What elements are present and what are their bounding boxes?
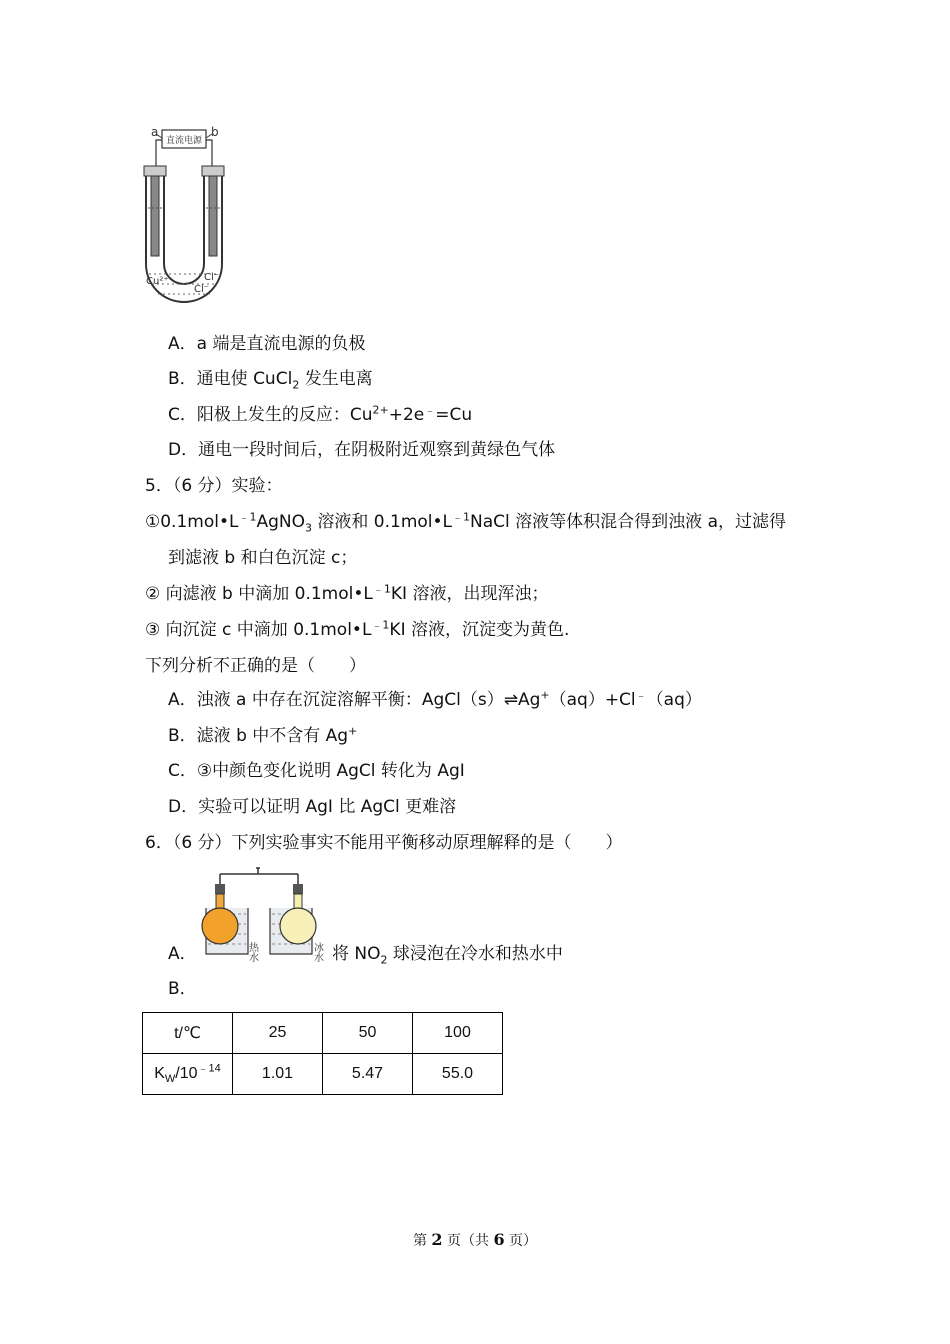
q5-step3-a: ③ 向沉淀 c 中滴加 0.1mol•L — [145, 620, 372, 640]
q4-option-c — [168, 403, 472, 427]
q4-option-d: D．通电一段时间后，在阴极附近观察到黄绿色气体 — [168, 440, 556, 460]
footer-total-pages: 6 — [493, 1230, 505, 1249]
q6-option-a-text-post: 球浸泡在冷水和热水中 — [387, 944, 563, 964]
kw-sup: ﹣14 — [197, 1062, 221, 1075]
q4-option-c-mid: +2e — [388, 405, 425, 425]
q5-step1-continued: 到滤液 b 和白色沉淀 c； — [168, 548, 358, 568]
kw-unit: /10 — [175, 1065, 198, 1082]
footer-pre: 第 — [412, 1233, 432, 1249]
label-a: a — [151, 125, 159, 139]
q5-option-a — [168, 688, 702, 712]
hot-water-label: 热水 — [246, 942, 258, 962]
q5-step1-c: 溶液和 0.1mol•L — [312, 512, 453, 532]
table-cell: 55.0 — [413, 1054, 503, 1095]
q5-option-a-sup2: ﹣ — [635, 688, 647, 702]
q5-step2 — [145, 582, 548, 606]
q5-step1-sup1: ﹣1 — [238, 510, 257, 524]
q5-step3-sup: ﹣1 — [371, 618, 390, 632]
q4-option-c-sup2: ﹣ — [424, 403, 436, 417]
table-header-kw — [143, 1054, 233, 1095]
q5-option-c: C．③中颜色变化说明 AgCl 转化为 AgI — [168, 761, 465, 781]
q4-option-b-sub: 2 — [292, 378, 300, 392]
ion-cl-label-2: Cl⁻ — [194, 284, 210, 295]
q6-option-b-label: B． — [168, 979, 197, 999]
q5-option-a-text: A．浊液 a 中存在沉淀溶解平衡：AgCl（s）⇌Ag — [168, 690, 541, 710]
q4-option-b-text: B．通电使 CuCl — [168, 369, 293, 389]
q4-option-b-text-end: 发生电离 — [299, 369, 373, 389]
q6-option-a-text — [332, 942, 563, 966]
q4-option-c-end: =Cu — [435, 405, 473, 425]
q5-step1-d: NaCl 溶液等体积混合得到浊液 a，过滤得 — [470, 512, 786, 532]
q5-question: 下列分析不正确的是（ ） — [145, 656, 366, 676]
electrolysis-u-tube-figure — [140, 124, 225, 310]
q5-step3-b: KI 溶液，沉淀变为黄色. — [389, 620, 570, 640]
q5-option-b-sup: + — [348, 724, 358, 738]
table-row-kw — [143, 1054, 503, 1095]
page-footer — [0, 1230, 950, 1250]
kw-sub: W — [164, 1073, 176, 1086]
q5-step1-a: ①0.1mol•L — [145, 512, 239, 532]
q5-option-b — [168, 724, 357, 748]
q5-step1-sub: 3 — [305, 521, 312, 535]
no2-flask-figure — [198, 862, 332, 962]
q5-step1-b: AgNO — [256, 512, 305, 532]
kw-table — [142, 1012, 503, 1095]
power-supply-label: 直流电源 — [165, 136, 203, 146]
q6-option-a-text-pre: 将 NO — [332, 944, 381, 964]
q5-stem: 5．（6 分）实验： — [145, 476, 283, 496]
ion-cu-label: Cu²⁺ — [146, 276, 169, 287]
kw-symbol: K — [154, 1065, 165, 1082]
q4-option-c-text: C．阳极上发生的反应：Cu — [168, 405, 373, 425]
q6-option-a-sub: 2 — [380, 953, 388, 967]
q5-step1-sup2: ﹣1 — [452, 510, 471, 524]
table-header-temperature: t/℃ — [143, 1013, 233, 1054]
table-cell: 50 — [323, 1013, 413, 1054]
q5-step2-sup: ﹣1 — [372, 582, 391, 596]
table-row-temperature — [143, 1013, 503, 1054]
q5-step3 — [145, 618, 569, 642]
q4-option-c-sup1: 2+ — [372, 403, 389, 417]
q5-option-a-sup1: + — [540, 688, 550, 702]
q5-option-b-text: B．滤液 b 中不含有 Ag — [168, 726, 349, 746]
q6-stem: 6．（6 分）下列实验事实不能用平衡移动原理解释的是（ ） — [145, 833, 623, 853]
q5-option-d: D．实验可以证明 AgI 比 AgCl 更难溶 — [168, 797, 457, 817]
q5-option-a-end: （aq） — [646, 690, 702, 710]
cold-water-label: 冰水 — [311, 942, 323, 962]
q5-option-a-mid: （aq）+Cl — [549, 690, 636, 710]
ion-cl-label-1: Cl⁻ — [204, 272, 220, 283]
footer-mid: 页（共 — [442, 1233, 494, 1249]
q5-step2-b: KI 溶液，出现浑浊； — [390, 584, 549, 604]
table-cell: 25 — [233, 1013, 323, 1054]
label-b: b — [211, 125, 219, 139]
q5-step1 — [145, 510, 786, 534]
q4-option-a: A．a 端是直流电源的负极 — [168, 334, 366, 354]
q6-option-a-label: A． — [168, 944, 197, 964]
table-cell: 5.47 — [323, 1054, 413, 1095]
footer-post: 页） — [504, 1233, 538, 1249]
q5-step2-a: ② 向滤液 b 中滴加 0.1mol•L — [145, 584, 373, 604]
table-cell: 100 — [413, 1013, 503, 1054]
footer-page-number: 2 — [431, 1230, 443, 1249]
q4-option-b — [168, 367, 373, 391]
table-cell: 1.01 — [233, 1054, 323, 1095]
